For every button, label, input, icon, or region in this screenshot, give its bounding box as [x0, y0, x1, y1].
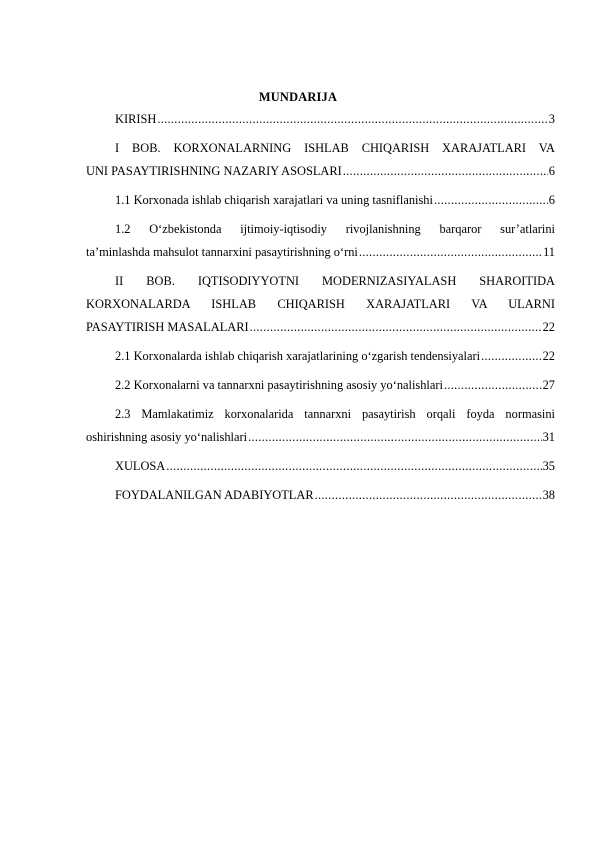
toc-page-number: 11 — [543, 245, 555, 259]
dot-leader — [157, 108, 547, 131]
toc-entry-text: ta’minlashda mahsulot tannarxini pasaytirishning o‘rni — [86, 245, 358, 259]
toc-page-number: 38 — [542, 488, 555, 502]
toc-page-number: 3 — [548, 112, 555, 126]
toc-entry-text: 2.3 Mamlakatimiz korxonalarida tannarxni pasaytirish orqali foyda normasini — [115, 407, 555, 421]
toc-page-number: 35 — [542, 459, 555, 473]
toc-title: MUNDARIJA — [258, 90, 338, 104]
toc-entry-text: I BOB. KORXONALARNING ISHLAB CHIQARISH XARAJATLARI VA — [115, 141, 555, 155]
dot-leader — [248, 426, 542, 449]
toc-entry-2-3[interactable] — [86, 403, 555, 449]
toc-page-number: 6 — [548, 164, 555, 178]
toc-entry-text: XULOSA — [115, 459, 166, 473]
toc-entry-text: 1.2 O‘zbekistonda ijtimoiy-iqtisodiy rivojlanishning barqaror sur’atlarini — [115, 222, 555, 236]
toc-page-number: 6 — [548, 193, 555, 207]
dot-leader — [343, 160, 548, 183]
dot-leader — [315, 484, 542, 507]
dot-leader — [481, 345, 542, 368]
dot-leader — [359, 241, 542, 264]
toc-entry-text: 2.2 Korxonalarni va tannarxni pasaytirishning asosiy yo‘nalishlari — [115, 378, 443, 392]
table-of-contents — [86, 108, 555, 513]
toc-entry-text: 1.1 Korxonada ishlab chiqarish xarajatlari va uning tasniflanishi — [115, 193, 433, 207]
dot-leader — [444, 374, 542, 397]
toc-entry-text: FOYDALANILGAN ADABIYOTLAR — [115, 488, 314, 502]
toc-entry-text: II BOB. IQTISODIYYOTNI MODERNIZASIYALASH SHAROITIDA — [115, 274, 555, 288]
toc-entry-xulosa[interactable] — [86, 455, 555, 478]
toc-entry-1-2[interactable] — [86, 218, 555, 264]
toc-entry-kirish[interactable] — [86, 108, 555, 131]
toc-page-number: 31 — [542, 430, 555, 444]
toc-entry-text: oshirishning asosiy yo‘nalishlari — [86, 430, 248, 444]
toc-entry-adabiyotlar[interactable] — [86, 484, 555, 507]
toc-entry-text: KORXONALARDA ISHLAB CHIQARISH XARAJATLARI VA ULARNI — [86, 297, 555, 311]
toc-entry-text: PASAYTIRISH MASALALARI — [86, 320, 249, 334]
toc-entry-2-2[interactable] — [86, 374, 555, 397]
toc-entry-text: KIRISH — [115, 112, 157, 126]
dot-leader — [250, 316, 542, 339]
toc-entry-chapter-2[interactable] — [86, 270, 555, 339]
toc-entry-chapter-1[interactable] — [86, 137, 555, 183]
toc-page-number: 22 — [542, 349, 555, 363]
toc-entry-2-1[interactable] — [86, 345, 555, 368]
dot-leader — [166, 455, 541, 478]
toc-entry-text: UNI PASAYTIRISHNING NAZARIY ASOSLARI — [86, 164, 342, 178]
toc-entry-text: 2.1 Korxonalarda ishlab chiqarish xarajatlarining o‘zgarish tendensiyalari — [115, 349, 481, 363]
toc-page-number: 27 — [542, 378, 555, 392]
toc-entry-1-1[interactable] — [86, 189, 555, 212]
dot-leader — [434, 189, 548, 212]
toc-page-number: 22 — [542, 320, 555, 334]
